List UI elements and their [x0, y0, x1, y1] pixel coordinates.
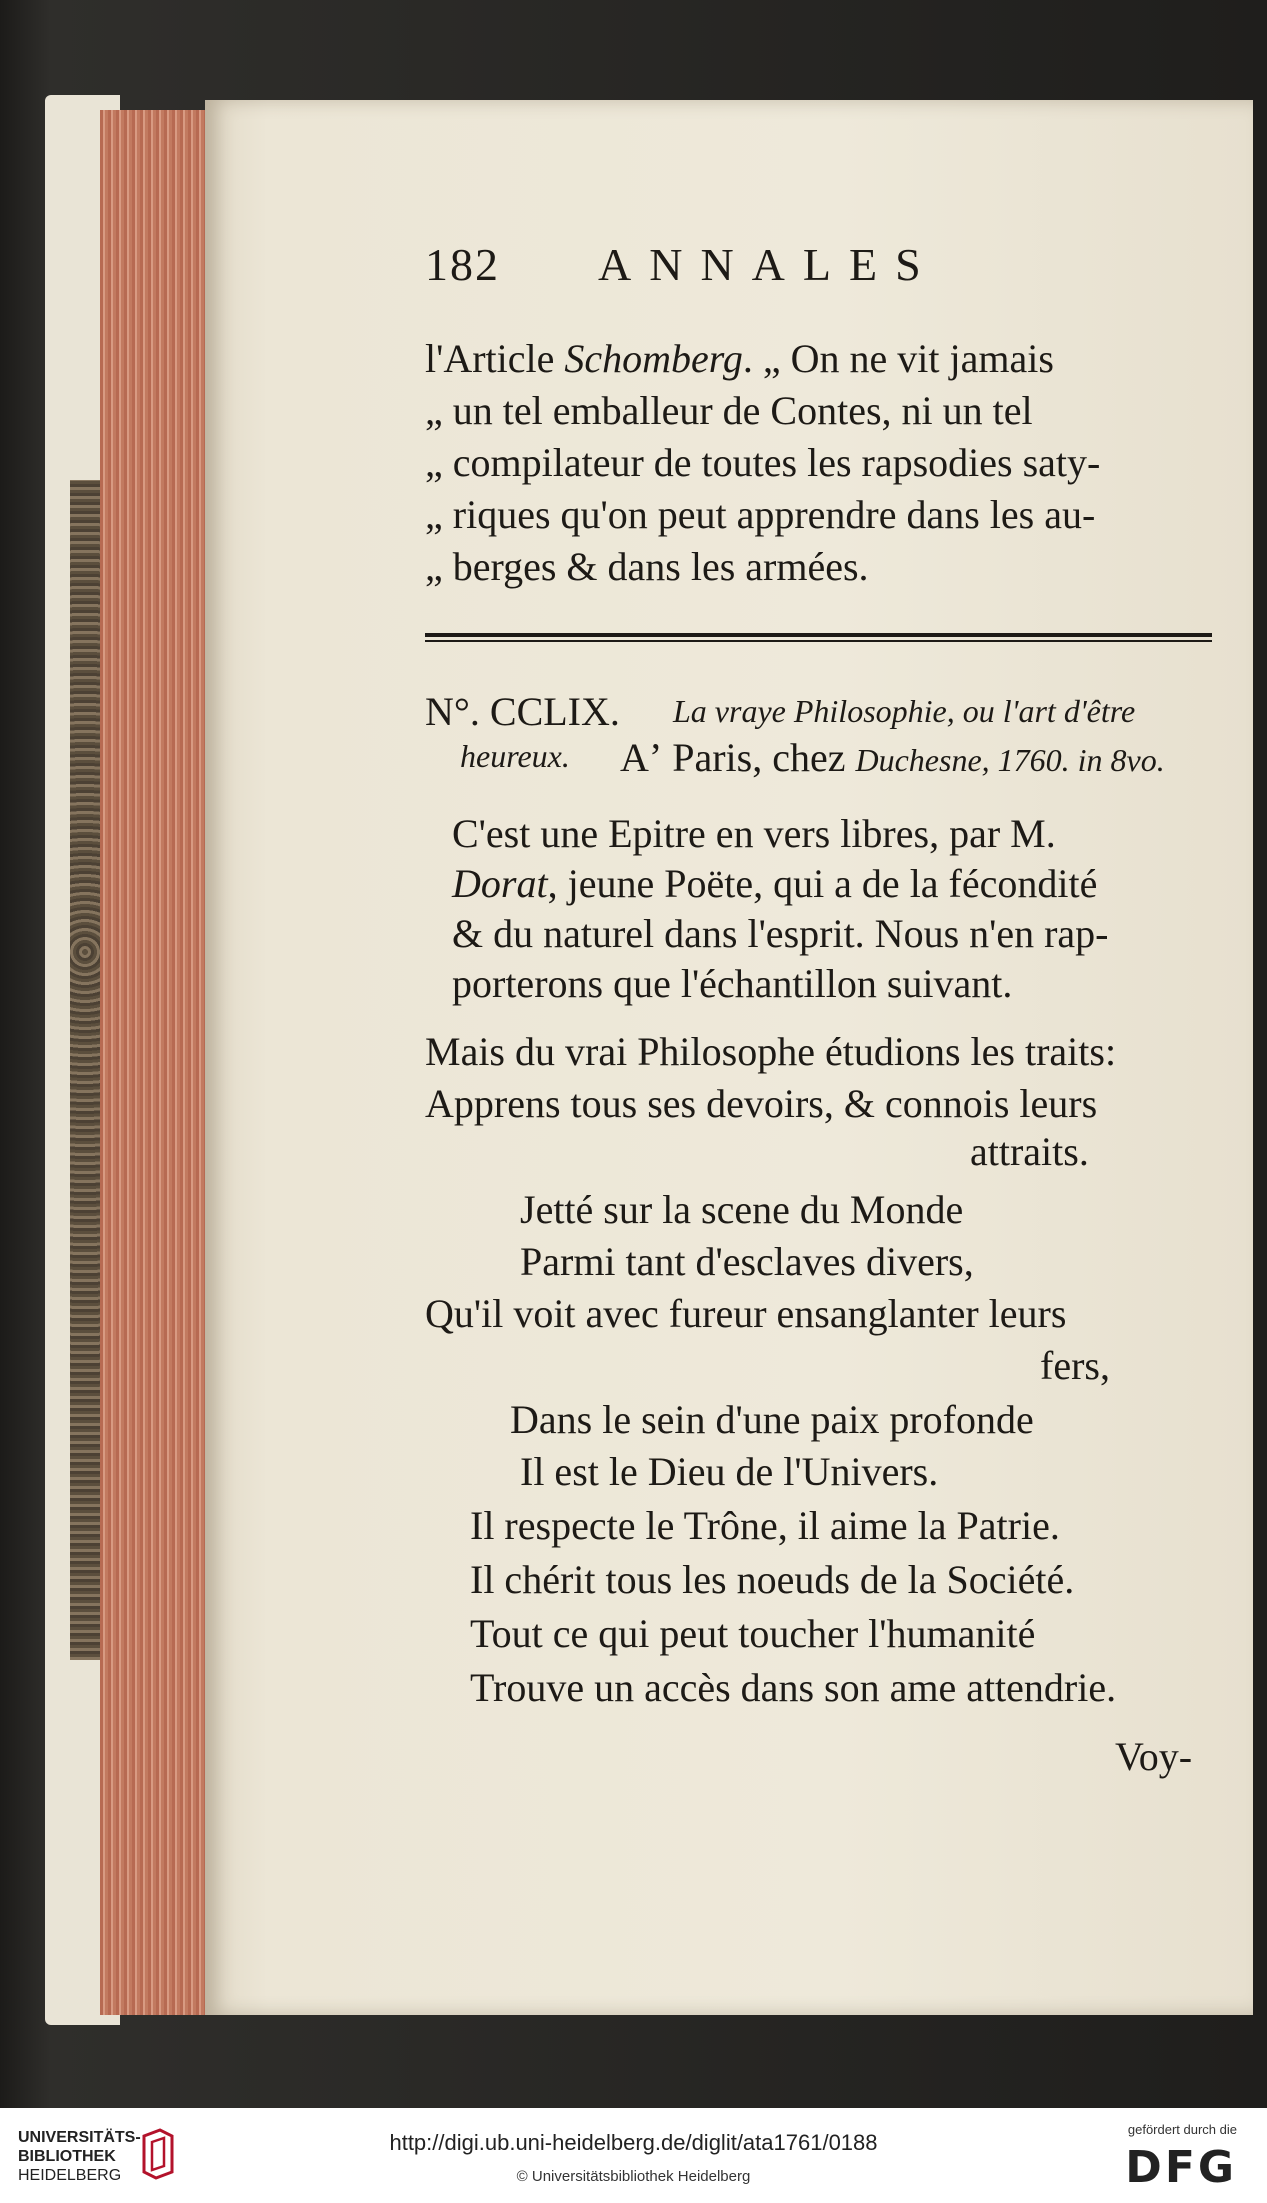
verse-line: Mais du vrai Philosophe étudions les traits:: [425, 1029, 1117, 1074]
para-span: Dorat: [452, 861, 548, 906]
intro-line: [425, 387, 1033, 434]
catchword: Voy-: [1115, 1734, 1193, 1779]
library-name-1: UNIVERSITÄTS-: [18, 2129, 141, 2146]
para-span: & du naturel dans l'esprit. Nous n'en rap-: [452, 911, 1109, 956]
intro-span: Schomberg: [564, 336, 743, 381]
para-span: , jeune Poëte, qui a de la fécondité: [547, 861, 1098, 906]
verse-line: Tout ce qui peut toucher l'humanité: [470, 1611, 1036, 1656]
section-rule-thin: [425, 640, 1212, 642]
para-line: [452, 960, 1012, 1007]
para-line: [452, 910, 1108, 957]
verse-line: Dans le sein d'une paix profonde: [510, 1397, 1034, 1442]
verse-line: Parmi tant d'esclaves divers,: [520, 1239, 974, 1284]
entry-number: N°. CCLIX.: [425, 689, 620, 734]
page-number: 182: [425, 239, 500, 290]
copyright-notice: © Universitätsbibliothek Heidelberg: [516, 2168, 751, 2185]
intro-span: „ berges & dans les armées.: [425, 544, 869, 589]
entry-publisher: Duchesne,: [855, 742, 990, 778]
running-head: ANNALES: [598, 239, 939, 290]
intro-line: [425, 335, 1054, 382]
source-url-link[interactable]: http://digi.ub.uni-heidelberg.de/diglit/ata1761/0188: [389, 2130, 878, 2155]
intro-line: [425, 491, 1095, 538]
section-rule: [425, 633, 1212, 637]
intro-line: [425, 543, 869, 590]
intro-span: . „ On ne vit jamais: [742, 336, 1054, 381]
intro-line: [425, 439, 1100, 486]
library-name-3: HEIDELBERG: [18, 2167, 122, 2184]
verse-line: Apprens tous ses devoirs, & connois leurs: [425, 1081, 1098, 1126]
intro-span: l'Article: [425, 336, 565, 381]
verse-line: Trouve un accès dans son ame attendrie.: [470, 1665, 1117, 1710]
verse-line: Il chérit tous les noeuds de la Société.: [470, 1557, 1075, 1602]
para-span: porterons que l'échantillon suivant.: [452, 961, 1013, 1006]
funder-label: gefördert durch die: [1127, 2122, 1237, 2137]
entry-title-line2: heureux.: [460, 738, 570, 774]
entry-title-line1: La vraye Philosophie, ou l'art d'être: [673, 693, 1136, 729]
library-name-2: BIBLIOTHEK: [18, 2148, 116, 2165]
para-line: [452, 810, 1056, 857]
intro-span: „ un tel emballeur de Contes, ni un tel: [425, 388, 1033, 433]
para-span: C'est une Epitre en vers libres, par M.: [452, 811, 1056, 856]
verse-line: Il est le Dieu de l'Univers.: [520, 1449, 939, 1494]
verse-line: attraits.: [970, 1129, 1089, 1174]
verse-line: Jetté sur la scene du Monde: [520, 1187, 964, 1232]
entry-date-format: 1760. in 8vo.: [989, 742, 1165, 778]
verse-line: Qu'il voit avec fureur ensanglanter leurs: [425, 1291, 1067, 1336]
intro-span: „ riques qu'on peut apprendre dans les au-: [425, 492, 1096, 537]
footer-bar: [0, 2108, 1267, 2203]
para-line: [452, 860, 1097, 907]
intro-span: „ compilateur de toutes les rapsodies saty-: [425, 440, 1101, 485]
verse-line: fers,: [1040, 1343, 1110, 1388]
page-edges: [100, 110, 210, 2015]
verse-line: Il respecte le Trône, il aime la Patrie.: [470, 1503, 1060, 1548]
entry-imprint: [620, 734, 1165, 781]
entry-imprint-place: Aʼ Paris, chez: [620, 735, 856, 780]
dfg-logo[interactable]: DFG: [1125, 2142, 1237, 2193]
